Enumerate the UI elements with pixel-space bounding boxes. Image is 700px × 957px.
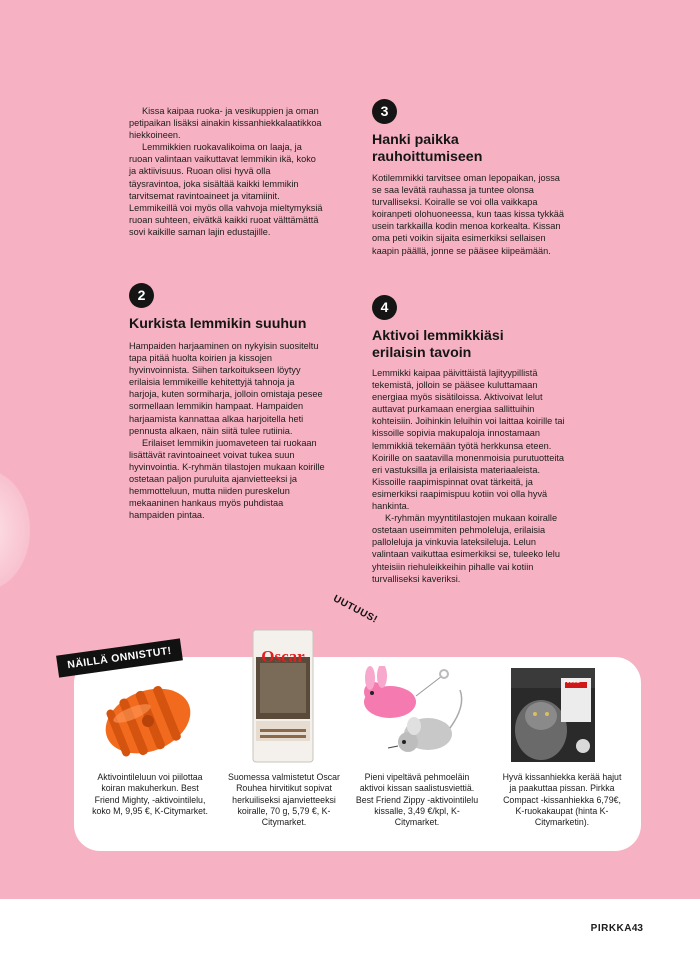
page-number: 43 <box>631 923 643 934</box>
section-number: 4 <box>372 295 397 320</box>
product-caption: Suomessa valmistetut Oscar Rouhea hirvitikut sopivat herkuiliseksi ajanvietteeksi koiralle, 70 g, 5,79 €, K-Citymarket. <box>228 772 340 828</box>
cat-toys-image <box>358 666 478 766</box>
product-caption: Aktivointileluun voi piilottaa koiran makuherkun. Best Friend Mighty, -aktivointilelu, koko M, 9,95 €, K-Citymarket. <box>92 772 208 816</box>
section-4-text <box>372 367 568 585</box>
section-heading: Kurkista lemmikin suuhun <box>129 316 307 332</box>
cat-litter-package-image <box>511 668 595 762</box>
section-heading: Hanki paikka rauhoittumiseen <box>372 132 483 165</box>
paragraph: Lemmikki kaipaa päivittäistä lajityypillistä tekemistä, jolloin se pääsee kuluttamaan energiaa myös sisätiloissa. Aktivoivat lelut auttavat purkamaan energiaa sallittuihin kohteisiin. Joihinkin leluihin voi laittaa koirille tai kissoille sopivia makupaloja innostamaan lemmikkiä tekemään työtä herkkunsa eteen. Koirille on saatavilla monenmoisia purutuotteita eri vastuksilla ja erilaisista materiaaleista. Kissoille raapimispinnat ovat tärkeitä, ja esimerkiksi raapimispuu kotiin voi olla hyvä hankinta. <box>372 368 565 512</box>
paragraph: Kotilemmikki tarvitsee oman lepopaikan, jossa se saa levätä rauhassa ja tuntee olonsa turvalliseksi. Koiralle se voi olla vaikkapa koiranpeti olohuoneessa, kun taas kissa tykkää usein tarkkailla kodin menoa korkealta. Kissan oma peti voikin sijaita esimerkiksi sellaisen kaapin päällä, jonne se pääsee kiipeämään. <box>372 173 565 256</box>
section-3-text <box>372 172 568 257</box>
background-blur <box>0 470 30 590</box>
paragraph: Kissa kaipaa ruoka- ja vesikuppien ja oman petipaikan lisäksi ainakin kissanhiekkalaatikkoa hiekkoineen. <box>129 106 322 141</box>
package-brand: PIRKKA <box>564 679 580 684</box>
dog-toy-image <box>96 676 200 766</box>
paragraph: Erilaiset lemmikin juomaveteen tai ruokaan lisättävät ravintoaineet voivat tukea suun hyvinvointia. K-ryhmän tilastojen mukaan koirille ostetaan paljon puruluita ajanvietteeksi ja hemmotteluun, mutta niiden pureskelun mekaaninen hankaus myös puhdistaa hampaiden pintaa. <box>129 437 325 521</box>
section-2-text <box>129 340 325 521</box>
package-brand: Oscar <box>261 647 305 666</box>
paragraph: Hampaiden harjaaminen on nykyisin suositeltu tapa pitää huolta koirien ja kissojen hyvinvoinnista. Siihen tarkoitukseen löytyy erilaisia lemmikeille kehitettyjä tahnoja ja harjoja, kuten sormiharja, jolloin omistaja pesee sormellaan lemmikin hampaat. Hampaiden harjaamista kannattaa alkaa harjoitella heti pennusta alkaen, näin siitä tulee rutiinia. <box>129 341 323 436</box>
new-tag: UUTUUS! <box>331 593 380 626</box>
paragraph: Lemmikkien ruokavalikoima on laaja, ja ruoan valintaan vaikuttavat lemmikin ikä, koko ja aktiivisuus. Ruoan olisi hyvä olla täysravintoa, joka sisältää kaikki lemmikin tarvitsemat ravintoaineet ja vitamiinit. Lemmikeillä voi myös olla vahvoja mieltymyksiä ruoan suhteen, eivätkä kaikki ruoat välttämättä sovi kaikille saman lajin edustajille. <box>129 142 323 237</box>
section-number: 2 <box>129 283 154 308</box>
section-1-text <box>129 105 325 238</box>
section-number: 3 <box>372 99 397 124</box>
products-tag: NÄILLÄ ONNISTUT! <box>56 638 183 677</box>
paragraph: K-ryhmän myyntitilastojen mukaan koiralle ostetaan useimmiten pehmoleluja, erilaisia palloleluja ja vinkuvia lateksileluja. Lelun valintaan vaikuttaa esimerkiksi se, tuleeko lelu yhteisiin riehuleikkeihin pihalle vai kotiin turvalliseksi kaveriksi. <box>372 513 560 584</box>
footer-brand: PIRKKA <box>590 923 632 934</box>
product-caption: Hyvä kissanhiekka kerää hajut ja paakuttaa pissan. Pirkka Compact -kissanhiekka 6,79€, K-ruokakaupat (hinta K-Citymarketin). <box>502 772 622 828</box>
product-caption: Pieni vipeltävä pehmoeläin aktivoi kissan saalistusviettiä. Best Friend Zippy -aktivointilelu kissalle, 3,49 €/kpl, K-Citymarket. <box>355 772 479 828</box>
section-heading: Aktivoi lemmikkiäsi erilaisin tavoin <box>372 328 504 361</box>
